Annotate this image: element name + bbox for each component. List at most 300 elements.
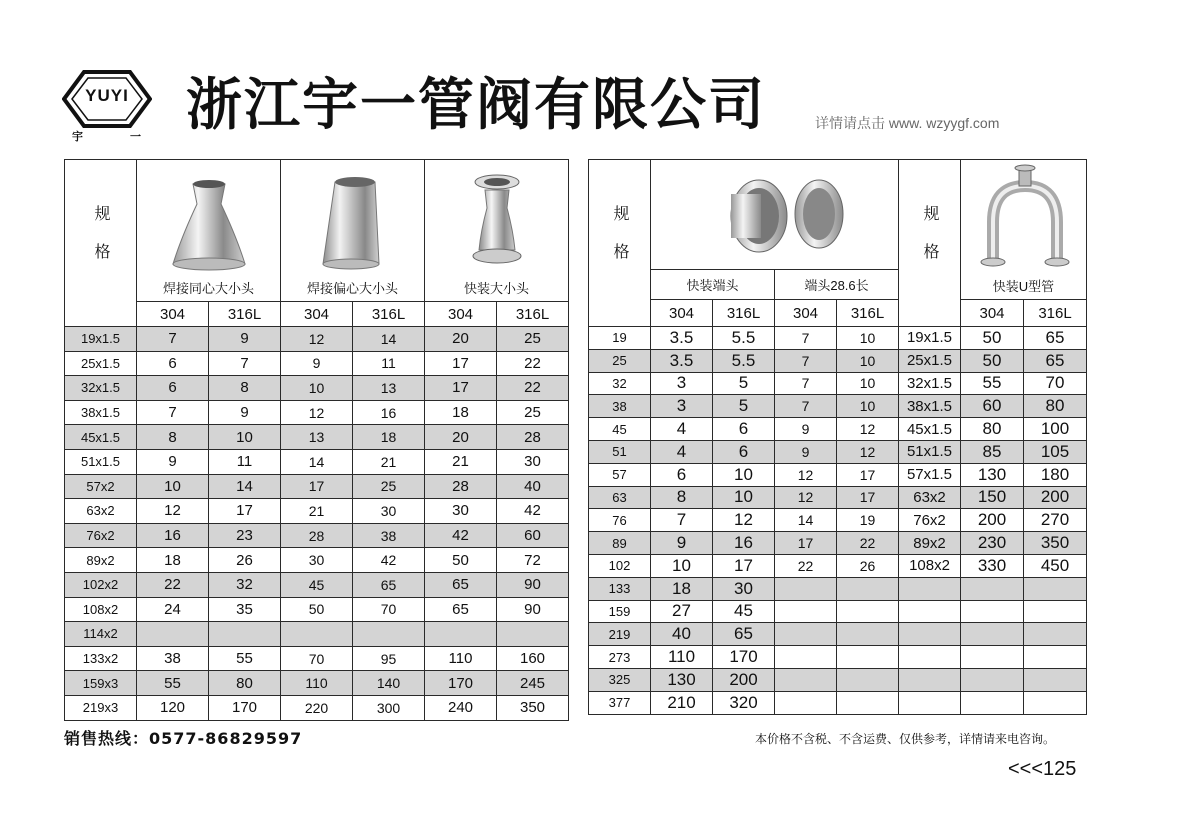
- spec-cell: 25x1.5: [65, 351, 137, 376]
- price-cell: 140: [353, 671, 425, 696]
- table-row: [589, 577, 1087, 600]
- product-label: 端头28.6长: [775, 270, 899, 300]
- price-cell: 22: [137, 572, 209, 597]
- price-cell: 12: [713, 509, 775, 532]
- price-cell: 200: [961, 509, 1024, 532]
- price-cell: 4: [651, 440, 713, 463]
- table-row: [589, 327, 1087, 350]
- price-cell: 5.5: [713, 327, 775, 350]
- price-cell: 200: [713, 668, 775, 691]
- logo-sub-left: 宇: [72, 130, 83, 143]
- price-cell: 12: [281, 327, 353, 352]
- price-cell: 6: [137, 376, 209, 401]
- spec-cell: 159: [589, 600, 651, 623]
- price-cell: 17: [713, 554, 775, 577]
- right-price-table: [588, 159, 1087, 715]
- price-cell: 70: [1024, 372, 1087, 395]
- price-cell: [775, 668, 837, 691]
- price-cell: 22: [775, 554, 837, 577]
- price-cell: 120: [137, 695, 209, 720]
- price-cell: 12: [775, 486, 837, 509]
- table-row: [65, 449, 569, 474]
- price-cell: 7: [137, 327, 209, 352]
- price-cell: 230: [961, 532, 1024, 555]
- price-cell: 17: [425, 376, 497, 401]
- price-cell: 200: [1024, 486, 1087, 509]
- price-cell: 11: [353, 351, 425, 376]
- sales-hotline: 销售热线：0577-86829597: [64, 729, 303, 748]
- spec-cell: 57x2: [65, 474, 137, 499]
- spec-cell: 76x2: [65, 523, 137, 548]
- table-row: [65, 671, 569, 696]
- price-cell: 40: [651, 623, 713, 646]
- spec-cell: 51x1.5: [899, 440, 961, 463]
- price-cell: 65: [425, 572, 497, 597]
- price-cell: [775, 646, 837, 669]
- price-cell: 7: [209, 351, 281, 376]
- spec-cell: [899, 623, 961, 646]
- price-cell: 12: [281, 400, 353, 425]
- spec-cell: 19: [589, 327, 651, 350]
- spec-cell: 133x2: [65, 646, 137, 671]
- price-cell: [1024, 623, 1087, 646]
- spec-cell: 51: [589, 440, 651, 463]
- table-row: [589, 372, 1087, 395]
- table-row: [589, 668, 1087, 691]
- price-cell: 55: [137, 671, 209, 696]
- price-cell: 270: [1024, 509, 1087, 532]
- spec-header-u-tube: [899, 160, 961, 327]
- spec-cell: 273: [589, 646, 651, 669]
- price-cell: 17: [837, 486, 899, 509]
- price-cell: 55: [961, 372, 1024, 395]
- spec-cell: 76: [589, 509, 651, 532]
- spec-cell: 38x1.5: [65, 400, 137, 425]
- price-cell: 130: [961, 463, 1024, 486]
- price-cell: 35: [209, 597, 281, 622]
- table-row: [589, 486, 1087, 509]
- table-row: [589, 418, 1087, 441]
- price-cell: 60: [961, 395, 1024, 418]
- price-cell: 9: [651, 532, 713, 555]
- table-row: [65, 572, 569, 597]
- price-cell: 95: [353, 646, 425, 671]
- price-cell: 16: [137, 523, 209, 548]
- price-cell: 10: [713, 486, 775, 509]
- table-row: [65, 622, 569, 647]
- price-cell: 80: [209, 671, 281, 696]
- table-row: [589, 463, 1087, 486]
- spec-cell: 108x2: [65, 597, 137, 622]
- product-label: 快装大小头: [463, 281, 529, 296]
- price-cell: 17: [837, 463, 899, 486]
- spec-cell: 102x2: [65, 572, 137, 597]
- table-row: [589, 600, 1087, 623]
- material-header: 304: [281, 302, 353, 327]
- price-cell: 5: [713, 395, 775, 418]
- price-cell: 65: [713, 623, 775, 646]
- price-cell: 170: [209, 695, 281, 720]
- price-cell: 12: [137, 499, 209, 524]
- table-row: [65, 548, 569, 573]
- spec-cell: 32x1.5: [899, 372, 961, 395]
- spec-header: [65, 160, 137, 327]
- price-cell: 17: [209, 499, 281, 524]
- spec-cell: 45: [589, 418, 651, 441]
- price-cell: 65: [353, 572, 425, 597]
- price-cell: 320: [713, 691, 775, 714]
- price-cell: 14: [209, 474, 281, 499]
- price-cell: 105: [1024, 440, 1087, 463]
- table-row: [589, 646, 1087, 669]
- spec-cell: 45x1.5: [65, 425, 137, 450]
- price-cell: 65: [1024, 349, 1087, 372]
- price-cell: 6: [137, 351, 209, 376]
- price-cell: 45: [713, 600, 775, 623]
- price-cell: 14: [775, 509, 837, 532]
- price-cell: 50: [961, 349, 1024, 372]
- material-header: 304: [651, 300, 713, 327]
- price-cell: [837, 646, 899, 669]
- price-cell: 17: [281, 474, 353, 499]
- table-row: [589, 440, 1087, 463]
- price-cell: 6: [713, 440, 775, 463]
- price-cell: 18: [651, 577, 713, 600]
- price-cell: 7: [137, 400, 209, 425]
- price-cell: 25: [497, 400, 569, 425]
- logo-wordmark: YUYI: [85, 86, 129, 105]
- price-cell: 9: [775, 418, 837, 441]
- price-cell: 26: [209, 548, 281, 573]
- table-row: [65, 646, 569, 671]
- price-cell: 42: [497, 499, 569, 524]
- price-cell: 3: [651, 395, 713, 418]
- spec-cell: 63x2: [65, 499, 137, 524]
- price-cell: 240: [425, 695, 497, 720]
- spec-cell: [899, 600, 961, 623]
- price-cell: 9: [281, 351, 353, 376]
- table-row: [65, 327, 569, 352]
- u-tube-icon: [963, 162, 1087, 272]
- price-cell: 27: [651, 600, 713, 623]
- price-cell: 450: [1024, 554, 1087, 577]
- price-cell: 20: [425, 327, 497, 352]
- price-cell: 14: [281, 449, 353, 474]
- price-cell: 21: [425, 449, 497, 474]
- price-cell: [1024, 577, 1087, 600]
- price-cell: 17: [775, 532, 837, 555]
- spec-cell: [899, 646, 961, 669]
- price-cell: 3: [651, 372, 713, 395]
- price-cell: 10: [837, 349, 899, 372]
- table-row: [589, 691, 1087, 714]
- price-cell: 8: [137, 425, 209, 450]
- table-row: [65, 523, 569, 548]
- product-eccentric-reducer: [281, 160, 425, 302]
- page-number: <<<125: [1008, 758, 1077, 780]
- price-cell: 7: [775, 349, 837, 372]
- price-cell: 7: [651, 509, 713, 532]
- price-cell: 8: [209, 376, 281, 401]
- price-cell: [497, 622, 569, 647]
- spec-cell: 114x2: [65, 622, 137, 647]
- product-u-tube: [961, 160, 1087, 300]
- spec-cell: 76x2: [899, 509, 961, 532]
- price-cell: 40: [497, 474, 569, 499]
- product-label: 焊接偏心大小头: [306, 281, 398, 296]
- price-cell: 21: [353, 449, 425, 474]
- spec-cell: 25x1.5: [899, 349, 961, 372]
- price-cell: 85: [961, 440, 1024, 463]
- price-cell: 10: [837, 395, 899, 418]
- price-cell: 110: [281, 671, 353, 696]
- price-cell: [837, 600, 899, 623]
- spec-cell: 32: [589, 372, 651, 395]
- price-cell: 130: [651, 668, 713, 691]
- spec-cell: 25: [589, 349, 651, 372]
- price-cell: [837, 577, 899, 600]
- price-cell: 22: [497, 376, 569, 401]
- price-cell: 18: [353, 425, 425, 450]
- price-cell: 6: [713, 418, 775, 441]
- price-cell: 9: [137, 449, 209, 474]
- table-row: [65, 597, 569, 622]
- material-header: 316L: [1024, 300, 1087, 327]
- price-cell: 6: [651, 463, 713, 486]
- table-row: [65, 425, 569, 450]
- price-cell: [837, 691, 899, 714]
- price-cell: [1024, 600, 1087, 623]
- price-cell: 50: [281, 597, 353, 622]
- price-cell: [775, 691, 837, 714]
- price-cell: 50: [425, 548, 497, 573]
- material-header: 316L: [353, 302, 425, 327]
- price-cell: [961, 600, 1024, 623]
- price-cell: 9: [775, 440, 837, 463]
- table-row: [589, 623, 1087, 646]
- spec-cell: 89x2: [899, 532, 961, 555]
- price-cell: 4: [651, 418, 713, 441]
- price-cell: 7: [775, 327, 837, 350]
- price-cell: 170: [713, 646, 775, 669]
- price-cell: 80: [961, 418, 1024, 441]
- material-header: 304: [137, 302, 209, 327]
- price-cell: 16: [353, 400, 425, 425]
- price-cell: 90: [497, 572, 569, 597]
- spec-cell: 32x1.5: [65, 376, 137, 401]
- price-cell: [209, 622, 281, 647]
- price-cell: [281, 622, 353, 647]
- price-cell: 10: [651, 554, 713, 577]
- price-cell: 210: [651, 691, 713, 714]
- price-cell: 50: [961, 327, 1024, 350]
- material-header: 304: [775, 300, 837, 327]
- price-cell: 70: [281, 646, 353, 671]
- price-cell: 25: [497, 327, 569, 352]
- price-cell: 100: [1024, 418, 1087, 441]
- price-cell: 28: [425, 474, 497, 499]
- price-cell: 42: [353, 548, 425, 573]
- price-cell: 10: [281, 376, 353, 401]
- product-clamp-reducer: [425, 160, 569, 302]
- price-cell: [1024, 668, 1087, 691]
- clamp-end-icon: [651, 160, 899, 268]
- spec-cell: 63: [589, 486, 651, 509]
- price-cell: 45: [281, 572, 353, 597]
- website-link[interactable]: 详情请点击 www. wzyygf.com: [815, 115, 1000, 131]
- price-cell: 10: [209, 425, 281, 450]
- spec-cell: 219x3: [65, 695, 137, 720]
- price-cell: 70: [353, 597, 425, 622]
- product-concentric-reducer: [137, 160, 281, 302]
- price-cell: 7: [775, 372, 837, 395]
- price-cell: 10: [137, 474, 209, 499]
- price-cell: 38: [353, 523, 425, 548]
- price-cell: 9: [209, 327, 281, 352]
- material-header: 316L: [497, 302, 569, 327]
- price-cell: [961, 577, 1024, 600]
- spec-cell: 325: [589, 668, 651, 691]
- price-cell: 10: [837, 327, 899, 350]
- product-label: 快装端头: [651, 270, 775, 300]
- spec-cell: 108x2: [899, 554, 961, 577]
- price-cell: 32: [209, 572, 281, 597]
- price-cell: 22: [497, 351, 569, 376]
- spec-cell: [899, 577, 961, 600]
- concentric-reducer-icon: [149, 168, 269, 278]
- material-header: 316L: [209, 302, 281, 327]
- price-cell: 19: [837, 509, 899, 532]
- price-cell: 42: [425, 523, 497, 548]
- clamp-reducer-icon: [437, 168, 557, 278]
- table-row: [589, 349, 1087, 372]
- price-cell: [961, 691, 1024, 714]
- spec-cell: 133: [589, 577, 651, 600]
- material-header: 316L: [713, 300, 775, 327]
- price-cell: [961, 646, 1024, 669]
- price-cell: 21: [281, 499, 353, 524]
- price-note: 本价格不含税、不含运费、仅供参考，详情请来电咨询。: [755, 732, 1056, 746]
- price-cell: [775, 577, 837, 600]
- spec-cell: 102: [589, 554, 651, 577]
- company-name: 浙江宇一管阀有限公司: [186, 73, 766, 138]
- spec-cell: 57: [589, 463, 651, 486]
- price-cell: 5: [713, 372, 775, 395]
- price-cell: 13: [281, 425, 353, 450]
- spec-cell: 89: [589, 532, 651, 555]
- price-cell: 12: [775, 463, 837, 486]
- spec-label: 规格: [921, 205, 938, 281]
- table-row: [589, 554, 1087, 577]
- price-cell: 300: [353, 695, 425, 720]
- product-label: 快装U型管: [992, 279, 1055, 294]
- table-row: [65, 400, 569, 425]
- eccentric-reducer-icon: [293, 168, 413, 278]
- price-cell: 17: [425, 351, 497, 376]
- table-row: [589, 532, 1087, 555]
- spec-cell: 51x1.5: [65, 449, 137, 474]
- left-price-table: [64, 159, 569, 721]
- price-cell: 26: [837, 554, 899, 577]
- spec-cell: 45x1.5: [899, 418, 961, 441]
- price-cell: 150: [961, 486, 1024, 509]
- price-cell: 180: [1024, 463, 1087, 486]
- table-row: [65, 474, 569, 499]
- table-row: [589, 395, 1087, 418]
- price-cell: [837, 623, 899, 646]
- price-cell: 65: [1024, 327, 1087, 350]
- price-cell: 330: [961, 554, 1024, 577]
- spec-cell: 219: [589, 623, 651, 646]
- table-row: [65, 499, 569, 524]
- spec-header: [589, 160, 651, 327]
- price-cell: 160: [497, 646, 569, 671]
- price-cell: [837, 668, 899, 691]
- spec-cell: 377: [589, 691, 651, 714]
- spec-cell: 159x3: [65, 671, 137, 696]
- price-cell: [353, 622, 425, 647]
- price-cell: [775, 623, 837, 646]
- price-cell: 65: [425, 597, 497, 622]
- price-cell: 9: [209, 400, 281, 425]
- price-cell: 38: [137, 646, 209, 671]
- price-cell: 5.5: [713, 349, 775, 372]
- product-label: 焊接同心大小头: [162, 281, 254, 296]
- table-row: [65, 351, 569, 376]
- material-header: 304: [961, 300, 1024, 327]
- price-cell: 8: [651, 486, 713, 509]
- price-cell: 18: [425, 400, 497, 425]
- price-cell: 350: [497, 695, 569, 720]
- spec-label: 规格: [92, 205, 109, 281]
- price-cell: [425, 622, 497, 647]
- price-cell: [1024, 646, 1087, 669]
- price-cell: 30: [425, 499, 497, 524]
- price-cell: 55: [209, 646, 281, 671]
- price-cell: 24: [137, 597, 209, 622]
- price-cell: 245: [497, 671, 569, 696]
- table-row: [65, 376, 569, 401]
- price-cell: 30: [497, 449, 569, 474]
- price-cell: 10: [713, 463, 775, 486]
- price-cell: 3.5: [651, 349, 713, 372]
- table-row: [65, 695, 569, 720]
- price-cell: 16: [713, 532, 775, 555]
- table-row: [589, 509, 1087, 532]
- price-cell: 25: [353, 474, 425, 499]
- price-cell: 30: [353, 499, 425, 524]
- price-cell: 12: [837, 440, 899, 463]
- price-cell: 22: [837, 532, 899, 555]
- price-cell: 20: [425, 425, 497, 450]
- spec-cell: 63x2: [899, 486, 961, 509]
- company-logo: [62, 66, 152, 146]
- price-cell: 13: [353, 376, 425, 401]
- price-cell: [137, 622, 209, 647]
- product-image-clamp-ends: [651, 160, 899, 270]
- price-cell: [961, 668, 1024, 691]
- price-cell: [961, 623, 1024, 646]
- price-cell: 110: [651, 646, 713, 669]
- spec-cell: 89x2: [65, 548, 137, 573]
- price-cell: 14: [353, 327, 425, 352]
- price-cell: [1024, 691, 1087, 714]
- price-cell: 10: [837, 372, 899, 395]
- price-cell: 28: [281, 523, 353, 548]
- spec-cell: 19x1.5: [65, 327, 137, 352]
- spec-cell: 57x1.5: [899, 463, 961, 486]
- price-cell: 350: [1024, 532, 1087, 555]
